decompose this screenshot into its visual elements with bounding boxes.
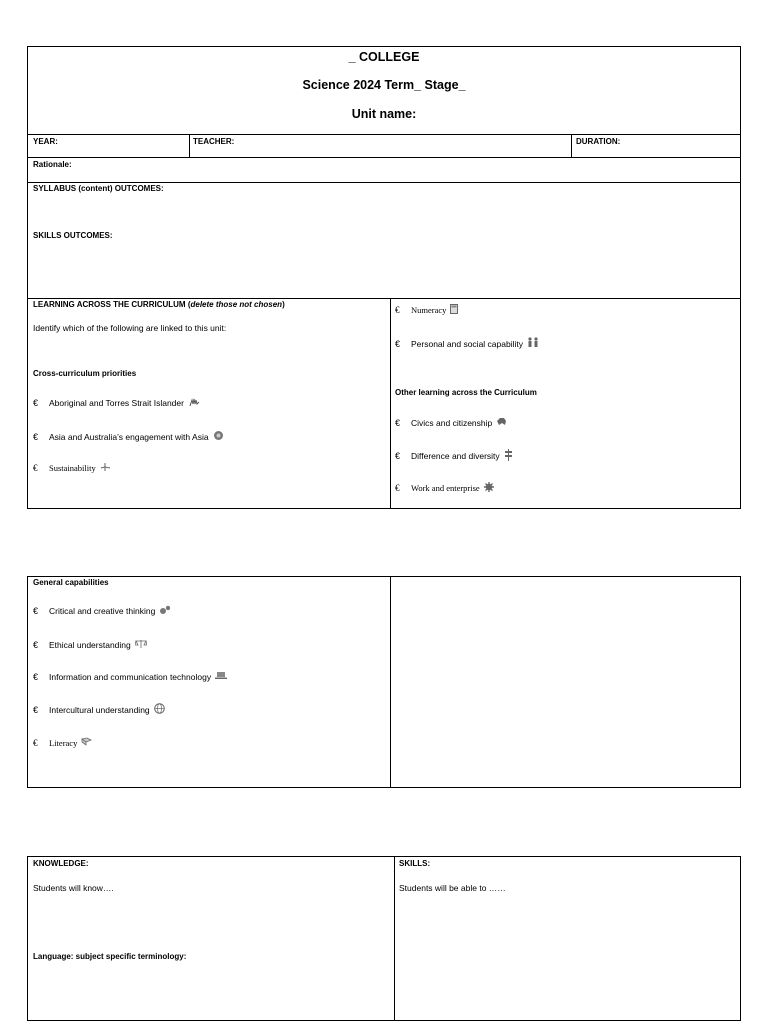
bullet-checkbox[interactable]: € — [395, 483, 400, 493]
bullet-checkbox[interactable]: € — [33, 640, 39, 650]
bullet-checkbox[interactable]: € — [33, 431, 39, 442]
cross-item-aboriginal[interactable] — [33, 397, 200, 409]
bullet-checkbox[interactable]: € — [395, 417, 401, 428]
knowledge-text: Students will know…. — [33, 883, 114, 893]
book-icon — [81, 737, 92, 748]
skills-text: Students will be able to …… — [399, 883, 506, 893]
hand-icon — [188, 397, 200, 409]
other-item-civics[interactable] — [395, 417, 507, 428]
bullet-checkbox[interactable]: € — [395, 451, 401, 461]
general-item-literacy[interactable] — [33, 737, 92, 748]
year-label: YEAR: — [33, 137, 58, 146]
bullet-checkbox[interactable]: € — [33, 463, 38, 473]
cross-curriculum-heading: Cross-curriculum priorities — [33, 369, 137, 378]
item-label: Asia and Australia’s engagement with Asia — [49, 431, 209, 442]
bullet-checkbox[interactable]: € — [33, 704, 39, 715]
teacher-label: TEACHER: — [193, 137, 235, 146]
calculator-icon — [450, 304, 458, 316]
general-item-ethical[interactable] — [33, 639, 147, 651]
unit-plan-table — [27, 46, 741, 509]
learning-across-curriculum-heading: LEARNING ACROSS THE CURRICULUM (delete those not chosen) — [33, 300, 285, 309]
item-label: Information and communication technology — [49, 671, 212, 682]
bullet-checkbox[interactable]: € — [33, 606, 39, 616]
item-label: Ethical understanding — [49, 640, 131, 650]
cog-icon — [484, 482, 494, 494]
map-icon — [496, 417, 507, 428]
knowledge-heading: KNOWLEDGE: — [33, 859, 89, 868]
duration-label: DURATION: — [576, 137, 621, 146]
laptop-icon — [215, 671, 227, 682]
item-label: Literacy — [49, 737, 78, 748]
leaf-icon — [100, 462, 111, 474]
item-label: Aboriginal and Torres Strait Islander — [49, 398, 184, 408]
gears-icon — [159, 605, 171, 617]
knowledge-skills-table — [27, 856, 741, 1021]
item-label: Civics and citizenship — [411, 417, 493, 428]
other-item-diversity[interactable] — [395, 449, 513, 463]
skills-heading: SKILLS: — [399, 859, 431, 868]
scales-icon — [135, 639, 147, 651]
general-item-critical[interactable] — [33, 605, 171, 617]
general-capabilities-heading: General capabilities — [33, 578, 109, 587]
right-item-numeracy[interactable] — [395, 304, 458, 316]
general-capabilities-table — [27, 576, 741, 788]
item-label: Numeracy — [411, 305, 447, 315]
globe-icon — [154, 703, 165, 716]
item-label: Personal and social capability — [411, 338, 523, 349]
gear-icon — [213, 430, 224, 443]
rationale-label: Rationale: — [33, 160, 72, 169]
unit-name-label: Unit name: — [351, 107, 417, 121]
bullet-checkbox[interactable]: € — [33, 671, 39, 682]
other-learning-heading: Other learning across the Curriculum — [395, 388, 537, 397]
identify-instruction: Identify which of the following are linked to this unit: — [33, 323, 227, 333]
bullet-checkbox[interactable]: € — [395, 305, 400, 315]
syllabus-outcomes-label: SYLLABUS (content) OUTCOMES: — [33, 184, 164, 193]
right-item-personal-social[interactable] — [395, 337, 539, 350]
bullet-checkbox[interactable]: € — [33, 737, 38, 748]
item-label: Work and enterprise — [411, 483, 480, 493]
general-item-ict[interactable] — [33, 671, 227, 682]
college-title: _ COLLEGE — [348, 50, 420, 64]
item-label: Critical and creative thinking — [49, 606, 156, 616]
science-term-stage: Science 2024 Term_ Stage_ — [302, 78, 466, 92]
language-terminology-label: Language: subject specific terminology: — [33, 952, 187, 961]
other-item-work-enterprise[interactable] — [395, 482, 494, 494]
signpost-icon — [504, 449, 513, 463]
item-label: Sustainability — [49, 463, 96, 473]
bullet-checkbox[interactable]: € — [395, 338, 401, 349]
people-icon — [527, 337, 539, 350]
general-item-intercultural[interactable] — [33, 703, 165, 716]
bullet-checkbox[interactable]: € — [33, 398, 39, 408]
cross-item-sustainability[interactable] — [33, 462, 111, 474]
item-label: Difference and diversity — [411, 451, 500, 461]
cross-item-asia[interactable] — [33, 430, 224, 443]
skills-outcomes-label: SKILLS OUTCOMES: — [33, 231, 113, 240]
item-label: Intercultural understanding — [49, 704, 150, 715]
